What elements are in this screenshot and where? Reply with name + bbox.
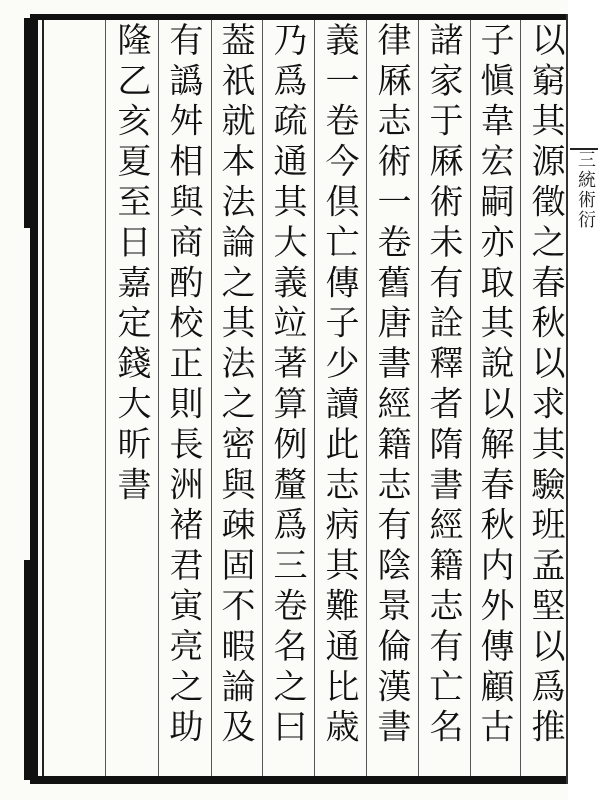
text-column-3: 諸家于厤術未有詮釋者隋書經籍志有亡名 [423, 22, 463, 750]
column-rule [262, 20, 263, 776]
column-rule [366, 20, 367, 776]
page-edge-title: 三統術衍 [575, 150, 596, 230]
column-rule [158, 20, 159, 776]
gutter-shadow [24, 18, 30, 228]
column-rule [520, 20, 521, 776]
frame-border-left [30, 14, 38, 784]
frame-border-bottom [36, 776, 566, 784]
text-column-9: 隆乙亥夏至日嘉定錢大昕書 [111, 22, 151, 507]
text-column-2: 子愼韋宏嗣亦取其說以解春秋内外傳顧古 [474, 22, 514, 750]
text-column-5: 義一卷今倶亡傳子少讀此志病其難通比歳 [319, 22, 359, 750]
text-column-6: 乃爲疏通其大義竝著算例釐爲三卷名之曰 [267, 22, 307, 750]
gutter-shadow [24, 560, 30, 780]
text-column-4: 律厤志術一卷舊唐書經籍志有陰景倫漢書 [371, 22, 411, 750]
text-column-1: 以窮其源徵之春秋以求其驗班孟堅以爲推 [525, 22, 565, 750]
frame-border-top [36, 14, 566, 20]
text-column-8: 有譌舛相與商酌校正則長洲褚君寅亮之助 [163, 22, 203, 750]
column-rule [105, 20, 106, 776]
column-rule [314, 20, 315, 776]
frame-border-left-inner [42, 20, 44, 776]
page-margin-right [568, 0, 600, 800]
column-rule [418, 20, 419, 776]
text-column-7: 葢祇就本法論之其法之密與疎固不暇論及 [215, 22, 255, 750]
